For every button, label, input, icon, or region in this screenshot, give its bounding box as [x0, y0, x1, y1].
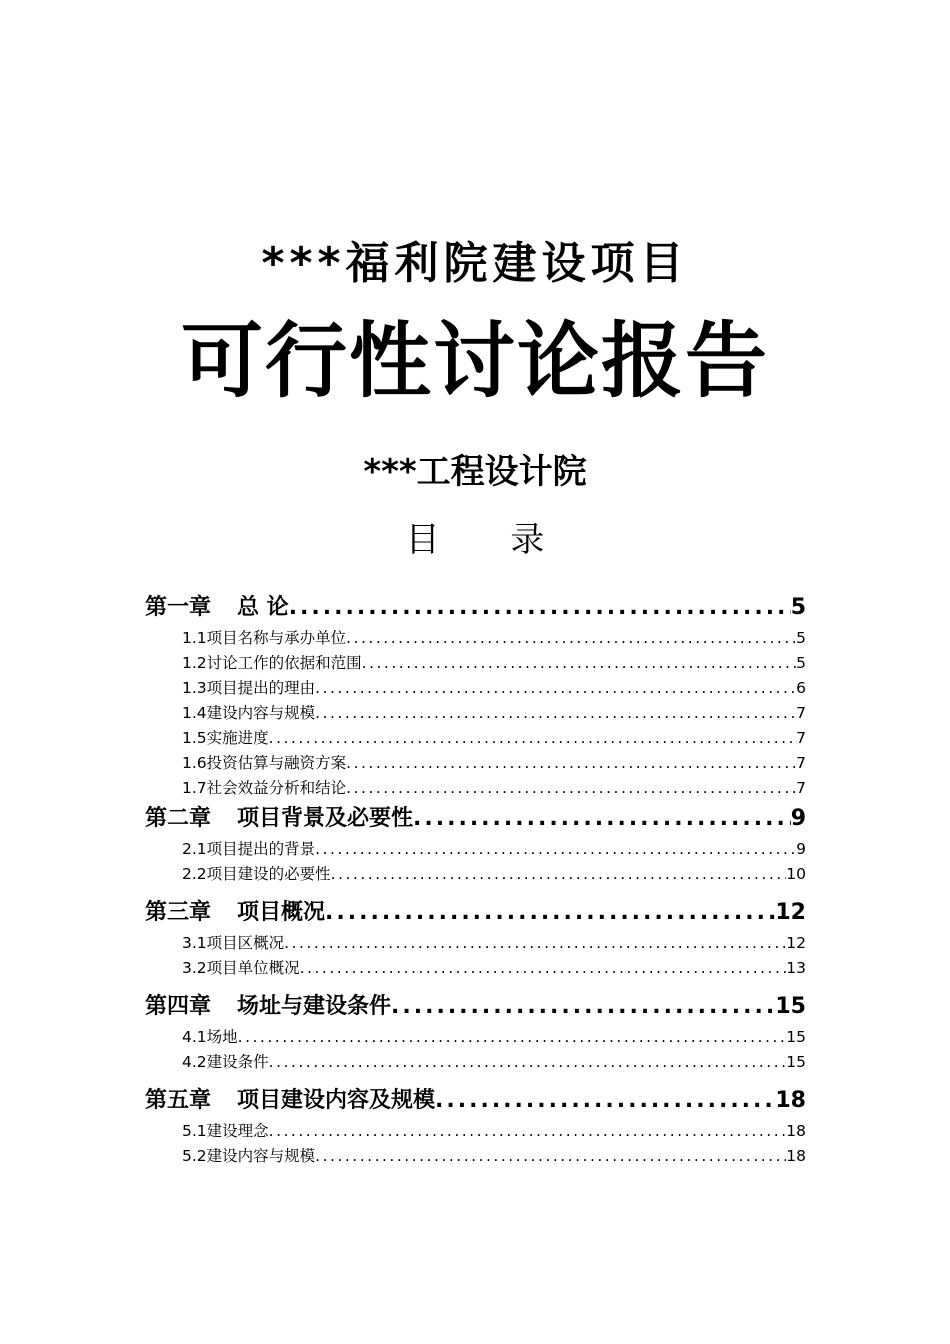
- toc-chapter[interactable]: [145, 895, 806, 931]
- report-title: 可行性讨论报告: [180, 314, 769, 409]
- chapter-page: 9: [790, 806, 806, 831]
- toc-section[interactable]: [145, 956, 806, 981]
- toc-section[interactable]: [145, 676, 806, 701]
- toc-section[interactable]: [145, 862, 806, 887]
- section-page: 7: [796, 754, 806, 772]
- toc-chapter[interactable]: [145, 590, 806, 626]
- section-label: 5.1建设理念: [182, 1122, 269, 1140]
- dot-leader: [269, 1119, 787, 1144]
- section-label: 1.1项目名称与承办单位: [182, 629, 347, 647]
- section-label: 1.2讨论工作的依据和范围: [182, 654, 362, 672]
- toc-section[interactable]: [145, 651, 806, 676]
- chapter-page: 15: [775, 994, 806, 1019]
- dot-leader: [362, 651, 796, 676]
- chapter-title: 项目建设内容及规模: [237, 1088, 436, 1113]
- section-page: 18: [786, 1122, 806, 1140]
- dot-leader: [315, 676, 796, 701]
- toc-heading: 目 录: [405, 520, 545, 560]
- section-page: 18: [786, 1147, 806, 1165]
- section-label: 3.2项目单位概况: [182, 959, 300, 977]
- toc-section[interactable]: [145, 1050, 806, 1075]
- section-label: 1.4建设内容与规模: [182, 704, 316, 722]
- chapter-title: 项目背景及必要性: [237, 806, 414, 831]
- dot-leader: [346, 751, 796, 776]
- chapter-title: 总 论: [237, 595, 289, 620]
- dot-leader: [238, 1025, 787, 1050]
- dot-leader: [346, 626, 796, 651]
- section-label: 1.6投资估算与融资方案: [182, 754, 347, 772]
- dot-leader: [391, 989, 775, 1025]
- toc-chapter[interactable]: [145, 989, 806, 1025]
- chapter-title: 场址与建设条件: [237, 994, 392, 1019]
- toc-section[interactable]: [145, 931, 806, 956]
- section-page: 15: [786, 1053, 806, 1071]
- chapter-title: 项目概况: [237, 900, 326, 925]
- chapter-number: 第二章: [145, 806, 212, 831]
- section-page: 7: [796, 779, 806, 797]
- toc-section[interactable]: [145, 1119, 806, 1144]
- chapter-number: 第一章: [145, 595, 212, 620]
- dot-leader: [331, 862, 787, 887]
- chapter-page: 18: [775, 1088, 806, 1113]
- section-page: 7: [796, 729, 806, 747]
- section-label: 2.1项目提出的背景: [182, 840, 316, 858]
- section-label: 3.1项目区概况: [182, 934, 285, 952]
- dot-leader: [315, 837, 796, 862]
- toc-section[interactable]: [145, 1144, 806, 1169]
- organization-name: ***工程设计院: [363, 452, 587, 492]
- section-page: 9: [796, 840, 806, 858]
- section-page: 10: [786, 865, 806, 883]
- section-label: 4.2建设条件: [182, 1053, 269, 1071]
- dot-leader: [284, 931, 786, 956]
- section-page: 5: [796, 654, 806, 672]
- section-page: 5: [796, 629, 806, 647]
- section-page: 12: [786, 934, 806, 952]
- dot-leader: [325, 895, 775, 931]
- dot-leader: [289, 590, 791, 626]
- section-label: 2.2项目建设的必要性: [182, 865, 331, 883]
- dot-leader: [346, 776, 796, 801]
- toc-chapter[interactable]: [145, 801, 806, 837]
- section-label: 1.3项目提出的理由: [182, 679, 316, 697]
- project-name: ***福利院建设项目: [261, 238, 689, 289]
- dot-leader: [315, 701, 796, 726]
- section-label: 1.5实施进度: [182, 729, 269, 747]
- section-label: 5.2建设内容与规模: [182, 1147, 316, 1165]
- toc-chapter[interactable]: [145, 1083, 806, 1119]
- section-page: 6: [796, 679, 806, 697]
- dot-leader: [269, 1050, 787, 1075]
- dot-leader: [300, 956, 787, 981]
- table-of-contents: [145, 590, 806, 1169]
- chapter-page: 12: [775, 900, 806, 925]
- dot-leader: [413, 801, 791, 837]
- toc-section[interactable]: [145, 837, 806, 862]
- toc-section[interactable]: [145, 701, 806, 726]
- section-label: 4.1场地: [182, 1028, 238, 1046]
- chapter-number: 第三章: [145, 900, 212, 925]
- section-page: 7: [796, 704, 806, 722]
- dot-leader: [269, 726, 796, 751]
- section-label: 1.7社会效益分析和结论: [182, 779, 347, 797]
- toc-section[interactable]: [145, 1025, 806, 1050]
- section-page: 15: [786, 1028, 806, 1046]
- chapter-number: 第四章: [145, 994, 212, 1019]
- section-page: 13: [786, 959, 806, 977]
- toc-section[interactable]: [145, 751, 806, 776]
- chapter-number: 第五章: [145, 1088, 212, 1113]
- toc-section[interactable]: [145, 776, 806, 801]
- chapter-page: 5: [790, 595, 806, 620]
- toc-section[interactable]: [145, 626, 806, 651]
- dot-leader: [435, 1083, 775, 1119]
- dot-leader: [315, 1144, 786, 1169]
- toc-section[interactable]: [145, 726, 806, 751]
